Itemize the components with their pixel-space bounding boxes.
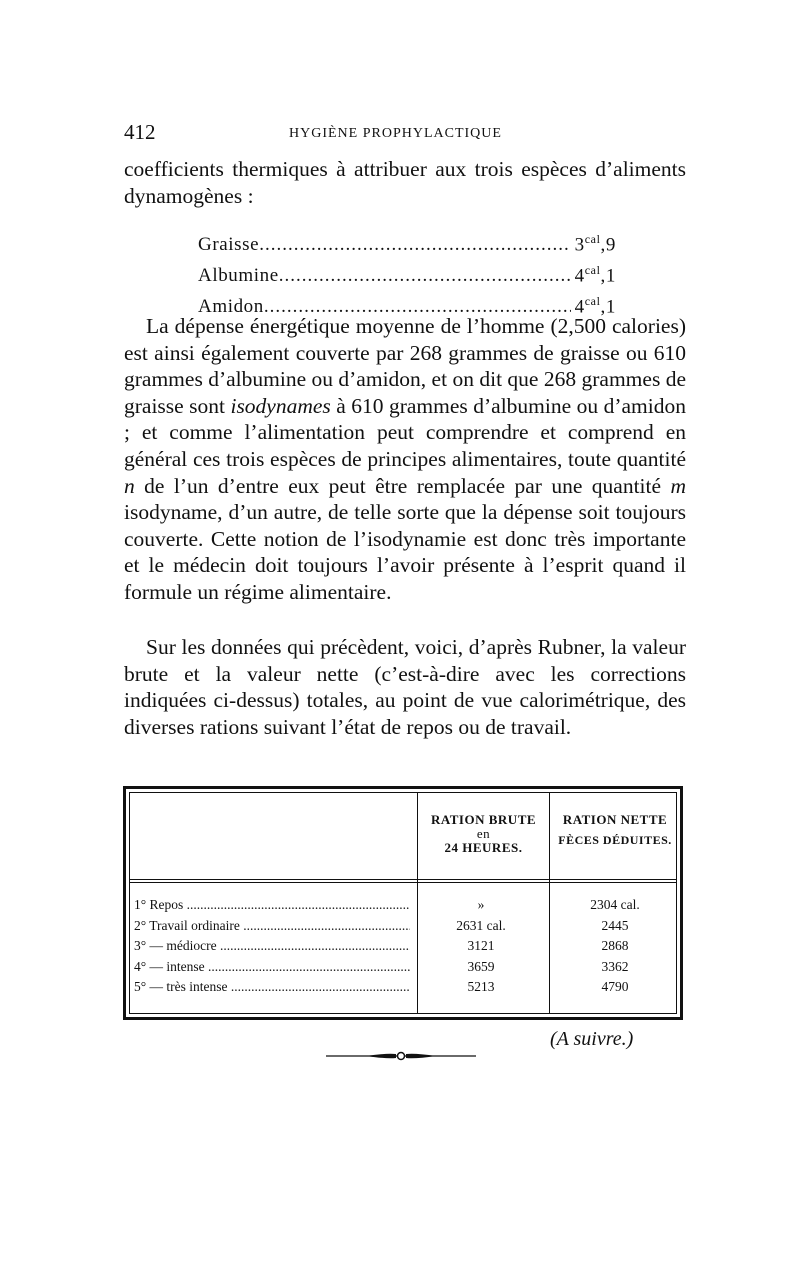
- table-row: 1° Repos ..... » 2304 cal.: [130, 895, 676, 916]
- intro-paragraph: coefficients thermiques à attribuer aux trois espèces d’aliments dynamogènes :: [124, 157, 686, 208]
- coefficient-list: [198, 227, 616, 319]
- list-item: [198, 258, 616, 289]
- coefficient-value: $4^{cal},1$: [574, 293, 616, 317]
- running-title: HYGIÈNE PROPHYLACTIQUE: [289, 126, 502, 141]
- coefficient-name: Amidon: [198, 295, 264, 317]
- a-suivre-note: (A suivre.): [550, 1028, 634, 1050]
- table-row: 5° — très intense ..... 5213 4790: [130, 977, 676, 998]
- page-header: [124, 120, 688, 150]
- table-row: 4° — intense ..... 3659 3362: [130, 957, 676, 978]
- rubner-paragraph: Sur les données qui précèdent, voici, d’après Rubner, la valeur brute et la valeur nette (c’est-à-dire avec les corrections indiquées ci-dessus) totales, au point de vue calorimétrique, des diverses rations suivant l’état de repos ou de travail.: [124, 635, 686, 739]
- table-row: 2° Travail ordinaire ..... 2631 cal. 2445: [130, 916, 676, 937]
- column-header-brute: RATION BRUTE en 24 HEURES.: [430, 812, 537, 855]
- table-row: 3° — médiocre ..... 3121 2868: [130, 936, 676, 957]
- coefficient-value: $4^{cal},1$: [574, 262, 616, 287]
- column-header-nette: RATION NETTE FÈCES DÉDUITES.: [558, 812, 672, 847]
- ration-table: [123, 786, 683, 1020]
- isodynamie-paragraph: La dépense énergétique moyenne de l’homme (2,500 calories) est ainsi également couverte par 268 grammes de graisse ou 610 grammes d’albumine ou d’amidon, et on dit que 268 grammes de graisse sont isodynames à 610 grammes d’albumine ou d’amidon ; et comme l’alimentation peut comprendre et comprend en général ces trois espèces de principes alimentaires, toute quantité n de l’un d’entre eux peut être remplacée par une quantité m isodyname, d’un autre, de telle sorte que la dépense soit toujours couverte. Cette notion de l’isodynamie est donc très importante et le médecin doit toujours l’avoir présente à l’esprit quand il formule un régime alimentaire.: [124, 314, 686, 604]
- list-item: [198, 227, 616, 258]
- table-body: [130, 895, 676, 998]
- coefficient-name: Graisse: [198, 234, 260, 256]
- page-number: 412: [124, 120, 156, 144]
- fleuron-divider-icon: [326, 1049, 476, 1063]
- coefficient-value: $3^{cal},9$: [574, 232, 616, 256]
- coefficient-name: Albumine: [198, 265, 279, 287]
